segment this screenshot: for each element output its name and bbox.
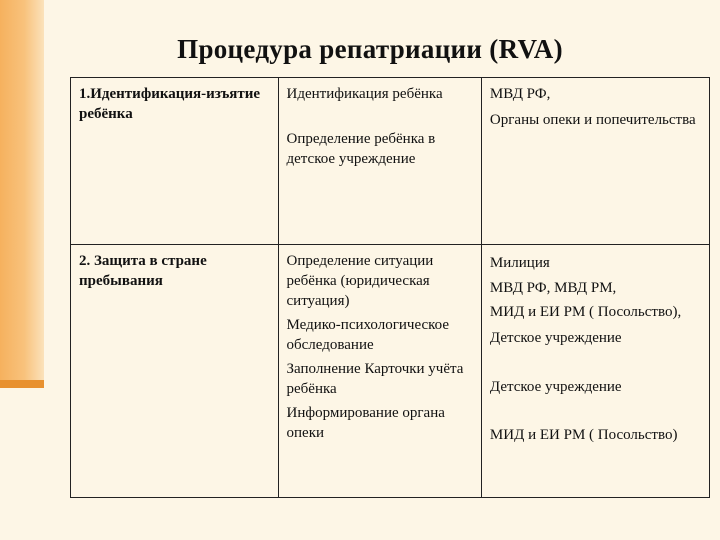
actions-cell xyxy=(278,78,481,245)
decorative-side-line xyxy=(0,380,44,388)
actors-cell xyxy=(481,78,709,245)
actor-item: Детское учреждение xyxy=(489,330,622,346)
action-item: Информирование органа опеки xyxy=(286,405,445,441)
action-item: Определение ситуации ребёнка (юридическая ситуация) xyxy=(286,253,434,309)
action-item: Определение ребёнка в детское учреждение xyxy=(286,131,436,167)
slide-title: Процедура репатриации (RVA) xyxy=(177,34,563,64)
actor-item: МИД и ЕИ РМ ( Посольство), xyxy=(489,304,682,320)
table-row xyxy=(71,78,710,245)
action-item: Заполнение Карточки учёта ребёнка xyxy=(286,361,464,397)
action-item: Медико-психологическое обследование xyxy=(286,317,450,353)
actor-item: МВД РФ, МВД РМ, xyxy=(489,280,617,296)
actor-item: МВД РФ, xyxy=(489,86,551,102)
actors-cell xyxy=(481,245,709,498)
action-item: Идентификация ребёнка xyxy=(286,86,443,102)
table-row xyxy=(71,245,710,498)
actor-item: Органы опеки и попечительства xyxy=(489,112,696,128)
actor-item: МИД и ЕИ РМ ( Посольство) xyxy=(489,427,678,443)
actions-cell xyxy=(278,245,481,498)
stage-label: 1.Идентификация-изъятие ребёнка xyxy=(79,86,261,122)
actor-item: Милиция xyxy=(489,255,550,271)
stage-cell xyxy=(71,245,279,498)
actor-item: Детское учреждение xyxy=(489,379,622,395)
stage-cell xyxy=(71,78,279,245)
stage-label: 2. Защита в стране пребывания xyxy=(79,253,207,289)
procedure-table xyxy=(70,77,710,498)
